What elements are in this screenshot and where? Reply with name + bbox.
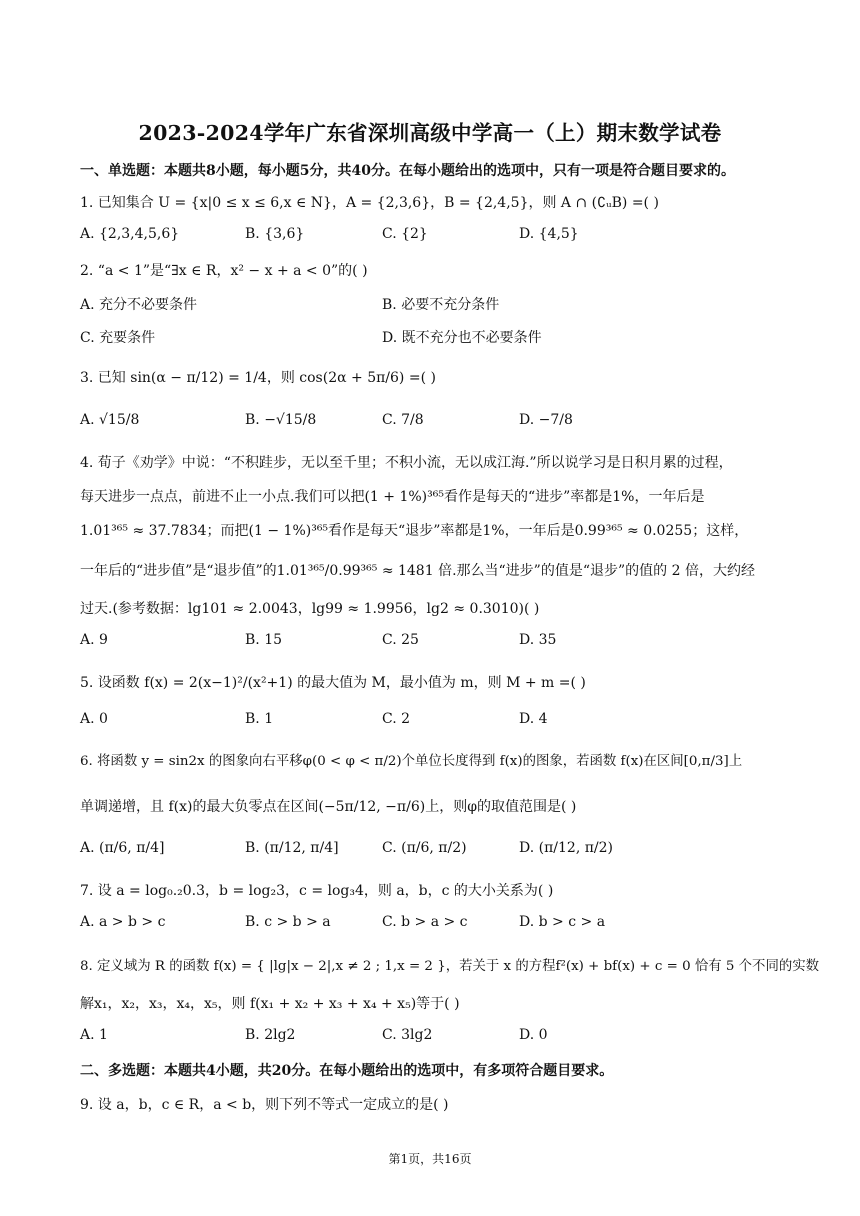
q4-option-c: C. 25 [382, 632, 419, 648]
q2-option-b: B. 必要不充分条件 [382, 297, 500, 313]
q1-option-c: C. {2} [382, 226, 428, 242]
q4-option-d: D. 35 [519, 632, 557, 648]
q3-option-d: D. −7/8 [519, 412, 573, 428]
question-4-line-1: 4. 荀子《劝学》中说：“不积跬步，无以至千里；不积小流，无以成江海.”所以说学习是日积月累的过程， [80, 455, 733, 471]
question-3-stem: 3. 已知 sin(α − π/12) = 1/4，则 cos(2α + 5π/6) =( ) [80, 370, 436, 386]
q8-option-b: B. 2lg2 [245, 1027, 296, 1043]
section-multi-choice-header: 二、多选题：本题共4小题，共20分。在每小题给出的选项中，有多项符合题目要求。 [80, 1063, 614, 1079]
q6-option-b: B. (π/12, π/4] [245, 840, 339, 856]
question-6-line-2: 单调递增，且 f(x)的最大负零点在区间(−5π/12, −π/6)上，则φ的取值范围是( ) [80, 799, 577, 815]
q6-option-d: D. (π/12, π/2) [519, 840, 614, 856]
q8-option-d: D. 0 [519, 1027, 548, 1043]
q8-option-c: C. 3lg2 [382, 1027, 433, 1043]
q7-option-d: D. b > c > a [519, 914, 606, 930]
q7-option-b: B. c > b > a [245, 914, 331, 930]
q4-option-b: B. 15 [245, 632, 283, 648]
q2-option-d: D. 既不充分也不必要条件 [382, 330, 542, 346]
q6-option-c: C. (π/6, π/2) [382, 840, 467, 856]
q1-option-a: A. {2,3,4,5,6} [80, 226, 180, 242]
q6-option-a: A. (π/6, π/4] [80, 840, 165, 856]
q8-option-a: A. 1 [80, 1027, 108, 1043]
q5-option-b: B. 1 [245, 711, 274, 727]
question-1-stem: 1. 已知集合 U = {x|0 ≤ x ≤ 6,x ∈ N}，A = {2,3,6}，B = {2,4,5}，则 A ∩ (∁ᵤB) =( ) [80, 195, 659, 211]
q7-option-c: C. b > a > c [382, 914, 468, 930]
q3-option-c: C. 7/8 [382, 412, 424, 428]
question-5-stem: 5. 设函数 f(x) = 2(x−1)²/(x²+1) 的最大值为 M，最小值为 m，则 M + m =( ) [80, 675, 586, 691]
question-4-line-2: 每天进步一点点，前进不止一小点.我们可以把(1 + 1%)³⁶⁵看作是每天的“进步”率都是1%，一年后是 [80, 489, 705, 505]
q3-option-b: B. −√15/8 [245, 412, 317, 428]
question-8-line-2: 解x₁，x₂，x₃，x₄，x₅，则 f(x₁ + x₂ + x₃ + x₄ + x₅)等于( ) [80, 996, 460, 1012]
q2-option-c: C. 充要条件 [80, 330, 156, 346]
question-7-stem: 7. 设 a = log₀.₂0.3，b = log₂3，c = log₃4，则 a，b，c 的大小关系为( ) [80, 883, 554, 899]
q1-option-d: D. {4,5} [519, 226, 579, 242]
question-8-line-1: 8. 定义域为 R 的函数 f(x) = { |lg|x − 2|,x ≠ 2 ; 1,x = 2 }，若关于 x 的方程f²(x) + bf(x) + c = 0 恰有 5 个不同的实数 [80, 959, 820, 974]
q5-option-d: D. 4 [519, 711, 548, 727]
q5-option-a: A. 0 [80, 711, 108, 727]
q5-option-c: C. 2 [382, 711, 411, 727]
q7-option-a: A. a > b > c [80, 914, 166, 930]
question-2-stem: 2. “a < 1”是“∃x ∈ R，x² − x + a < 0”的( ) [80, 263, 368, 279]
q1-option-b: B. {3,6} [245, 226, 305, 242]
question-4-line-3: 1.01³⁶⁵ ≈ 37.7834；而把(1 − 1%)³⁶⁵看作是每天“退步”率都是1%，一年后是0.99³⁶⁵ ≈ 0.0255；这样， [80, 523, 749, 539]
exam-title: 2023-2024学年广东省深圳高级中学高一（上）期末数学试卷 [138, 121, 722, 145]
q3-option-a: A. √15/8 [80, 412, 140, 428]
question-6-line-1: 6. 将函数 y = sin2x 的图象向右平移φ(0 < φ < π/2)个单位长度得到 f(x)的图象，若函数 f(x)在区间[0,π/3]上 [80, 754, 743, 769]
q4-option-a: A. 9 [80, 632, 108, 648]
question-4-line-4: 一年后的“进步值”是“退步值”的1.01³⁶⁵/0.99³⁶⁵ ≈ 1481 倍.那么当“进步”的值是“退步”的值的 2 倍，大约经 [80, 563, 755, 579]
page-footer: 第1页，共16页 [388, 1152, 472, 1166]
section-single-choice-header: 一、单选题：本题共8小题，每小题5分，共40分。在每小题给出的选项中，只有一项是符合题目要求的。 [80, 163, 735, 179]
q2-option-a: A. 充分不必要条件 [80, 297, 198, 313]
question-9-stem: 9. 设 a，b，c ∈ R，a < b，则下列不等式一定成立的是( ) [80, 1097, 449, 1113]
question-4-line-5: 过天.(参考数据：lg101 ≈ 2.0043，lg99 ≈ 1.9956，lg2 ≈ 0.3010)( ) [80, 601, 540, 617]
